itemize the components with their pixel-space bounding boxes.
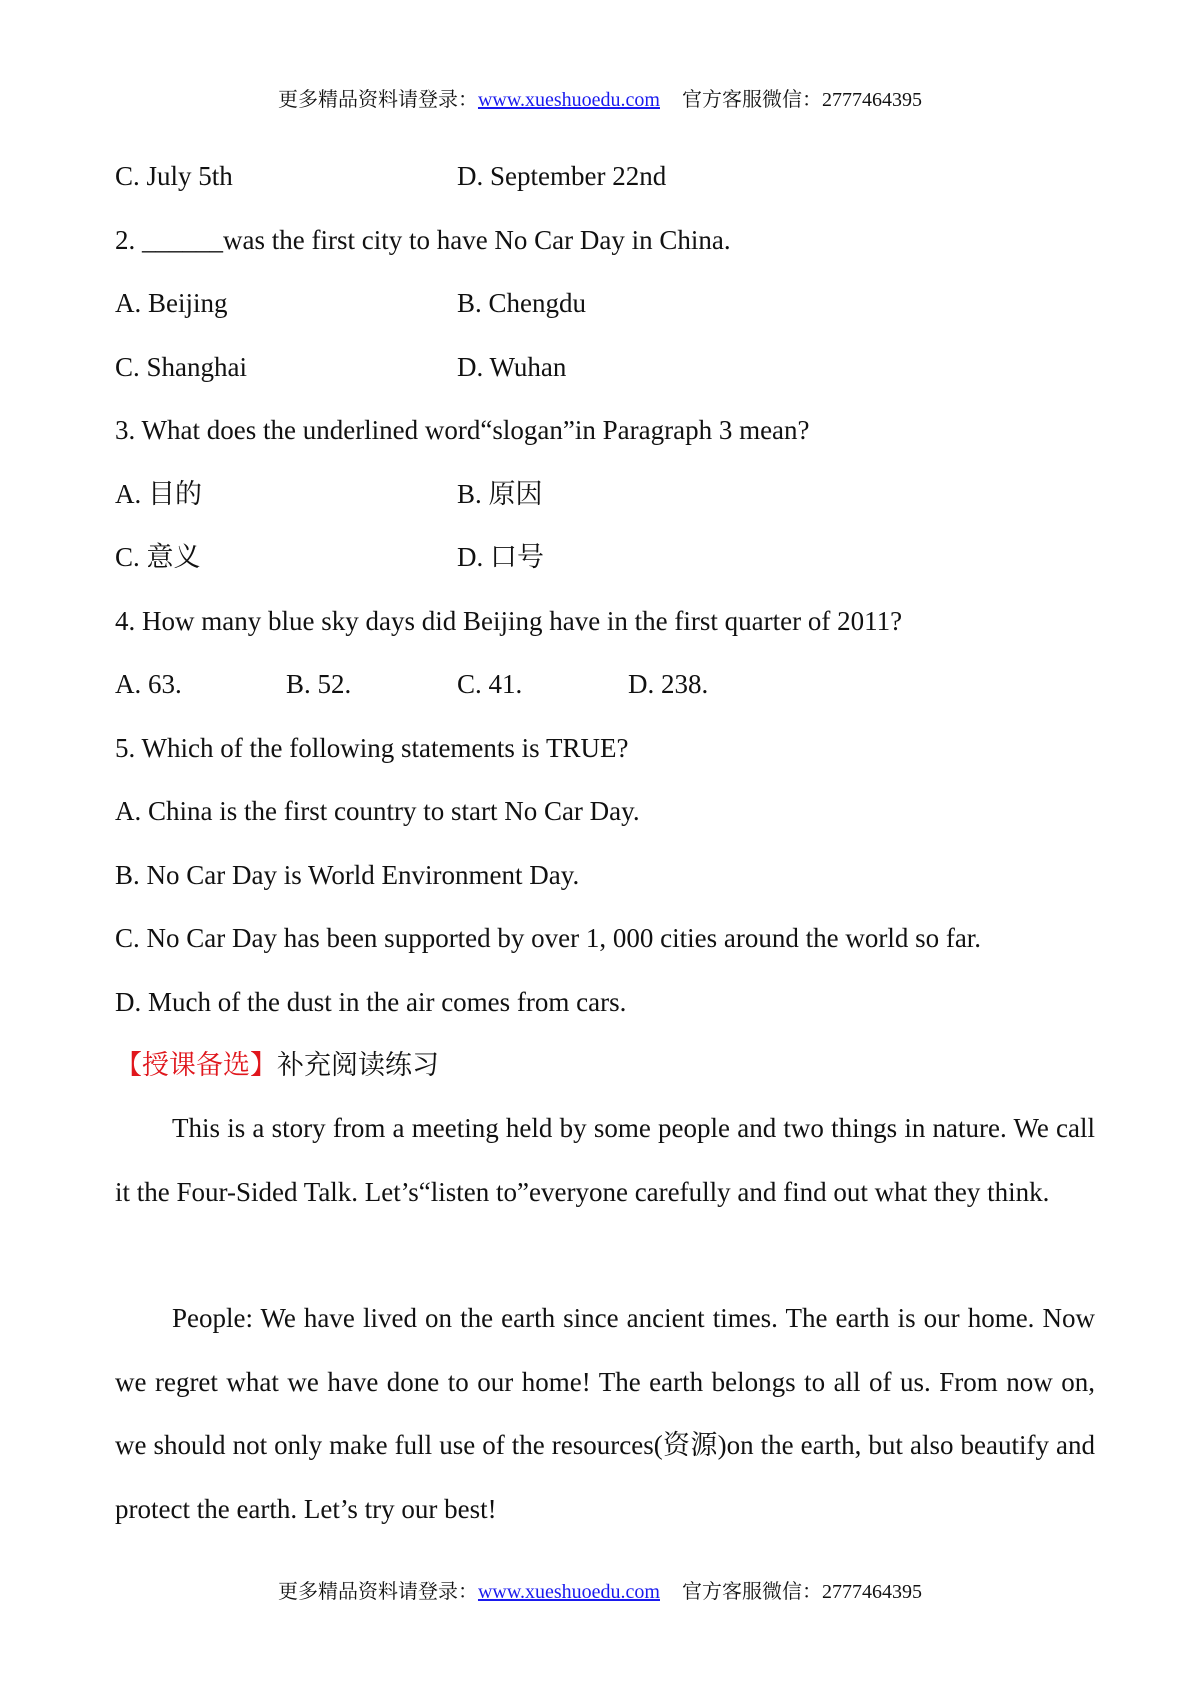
section-tag: 【授课备选】	[115, 1050, 277, 1080]
q4-stem: 4. How many blue sky days did Beijing have in the first quarter of 2011?	[115, 606, 903, 636]
q2-stem: 2. ______was the first city to have No Car Day in China.	[115, 225, 731, 255]
page-header	[0, 88, 1200, 112]
q4-option-b: B. 52.	[286, 669, 352, 699]
q2-option-c: C. Shanghai	[115, 352, 247, 382]
q3-option-a: A. 目的	[115, 479, 202, 509]
header-contact: 官方客服微信：2777464395	[682, 89, 922, 111]
header-website-link[interactable]: www.xueshuoedu.com	[477, 89, 660, 111]
q4-option-c: C. 41.	[457, 669, 523, 699]
q2-option-a: A. Beijing	[115, 288, 228, 318]
page-footer	[0, 1580, 1200, 1604]
q5-option-b: B. No Car Day is World Environment Day.	[115, 860, 580, 890]
q3-option-b: B. 原因	[457, 479, 543, 509]
q5-option-d: D. Much of the dust in the air comes from cars.	[115, 987, 627, 1017]
q3-stem: 3. What does the underlined word“slogan”in Paragraph 3 mean?	[115, 415, 810, 445]
q2-option-d: D. Wuhan	[457, 352, 567, 382]
q2-option-b: B. Chengdu	[457, 288, 587, 318]
passage-p2-text: People: We have lived on the earth since ancient times. The earth is our home. Now we regret what we have done to our home! The earth belongs to all of us. From now on, we should not only make full use of the resources(资源)on the earth, but also beautify and protect the earth. Let’s try our best!	[115, 1303, 1095, 1524]
header-prefix: 更多精品资料请登录：	[277, 89, 478, 111]
q1-option-d: D. September 22nd	[457, 161, 667, 191]
q5-option-a: A. China is the first country to start No Car Day.	[115, 796, 640, 826]
q4-option-a: A. 63.	[115, 669, 182, 699]
passage-paragraph-1	[115, 1097, 1095, 1224]
footer-contact: 官方客服微信：2777464395	[682, 1581, 922, 1603]
section-title: 补充阅读练习	[277, 1050, 439, 1080]
q4-option-d: D. 238.	[628, 669, 709, 699]
q5-option-c: C. No Car Day has been supported by over 1, 000 cities around the world so far.	[115, 923, 982, 953]
footer-website-link[interactable]: www.xueshuoedu.com	[477, 1581, 660, 1603]
q5-stem: 5. Which of the following statements is TRUE?	[115, 733, 629, 763]
footer-prefix: 更多精品资料请登录：	[277, 1581, 478, 1603]
passage-paragraph-2	[115, 1287, 1095, 1541]
passage-p1-text: This is a story from a meeting held by some people and two things in nature. We call it the Four-Sided Talk. Let’s“listen to”everyone carefully and find out what they think.	[115, 1113, 1095, 1207]
q1-option-c: C. July 5th	[115, 161, 233, 191]
q3-option-d: D. 口号	[457, 542, 544, 572]
q3-option-c: C. 意义	[115, 542, 201, 572]
section-heading	[115, 1049, 439, 1081]
